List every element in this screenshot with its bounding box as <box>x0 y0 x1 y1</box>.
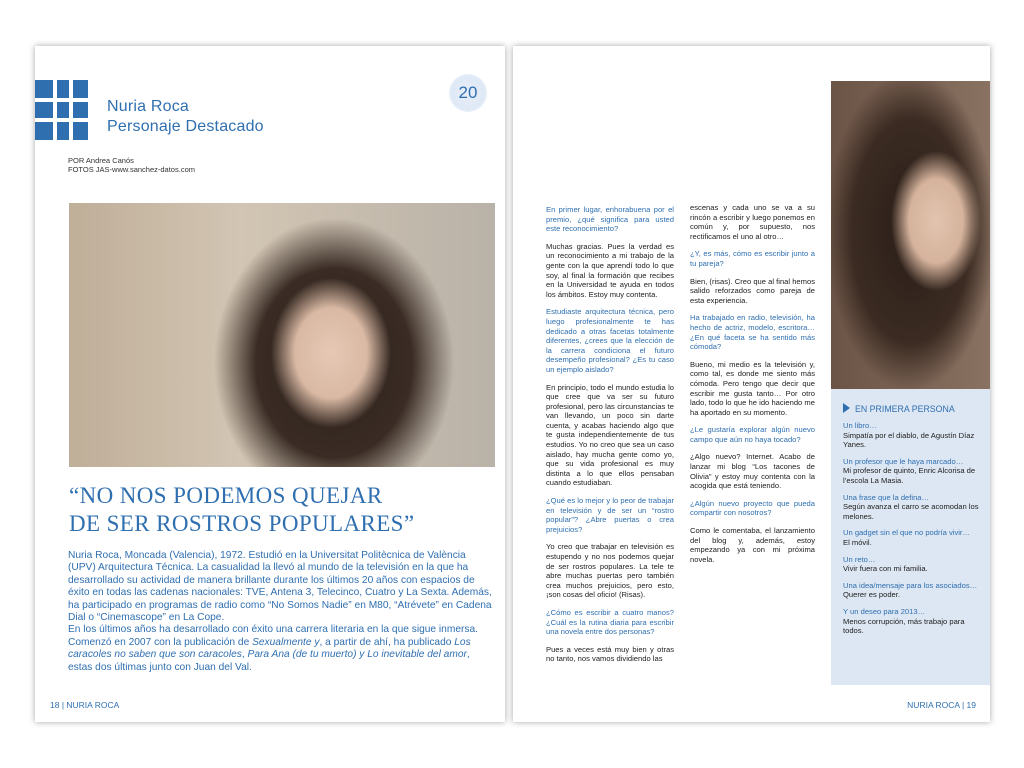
interview-answer: Muchas gracias. Pues la verdad es un reconocimiento a mi trabajo de la gente con la que aprendí todo lo que soy, al final la formación que recibes en la Universidad te ayuda en todos los ámbitos. Estoy muy contenta. <box>546 241 674 299</box>
sidebar-item-prompt: Una idea/mensaje para los asociados… <box>843 580 978 590</box>
right-page <box>513 46 990 722</box>
header-name: Nuria Roca <box>107 98 190 115</box>
sidebar-item-prompt: Un libro… <box>843 421 877 430</box>
interview-answer: Bueno, mi medio es la televisión y, como tal, es donde me siento más cómoda. Pero tengo que decir que escribir me gusta tanto… Por otro lado, todo lo que he ido haciendo me ha aportado en su momento. <box>690 359 815 417</box>
interview-answer: ¿Algo nuevo? Internet. Acabo de lanzar mi blog “Los tacones de Olivia” y estoy muy contenta con la acogida que está teniendo. <box>690 452 815 491</box>
sidebar-item-answer: El móvil. <box>843 537 872 547</box>
sidebar-item-answer: Mi profesor de quinto, Enric Alcorisa de l’escola La Masia. <box>843 466 976 485</box>
portrait-photo <box>69 203 495 467</box>
sidebar-item <box>843 555 981 574</box>
interview-question: En primer lugar, enhorabuena por el premio, ¿qué significa para usted este reconocimiento? <box>546 205 674 234</box>
pull-quote <box>69 482 489 538</box>
interview-answer: escenas y cada uno se va a su rincón a escribir y luego ponemos en común y, por supuesto, nos rectificamos el uno al otro… <box>690 203 815 241</box>
sidebar-item-prompt: Y un deseo para 2013… <box>843 606 926 616</box>
sidebar-item-prompt: Un profesor que le haya marcado… <box>843 456 964 466</box>
byline-author: POR Andrea Canós <box>68 156 134 165</box>
left-page <box>35 46 505 722</box>
byline-photos: FOTOS JAS-www.sanchez-datos.com <box>68 165 195 174</box>
sidebar-item-answer: Querer es poder. <box>843 590 900 600</box>
interview-answer: Yo creo que trabajar en televisión es estupendo y no nos podemos quejar de ser rostros populares. La tele te abre muchas puertas pero también crea muchos prejuicios, pero esto, ¡son cosas del oficio! (Risas). <box>546 542 674 600</box>
sidebar-title: EN PRIMERA PERSONA <box>843 403 955 414</box>
interview-answer: En principio, todo el mundo estudia lo que cree que va ser su futuro profesional, pero las circunstancias te van llevando, un poco sin darte cuenta, y acabas haciendo algo que te gusta independientemente de tus estudios. Yo no creo que sea un caso aislado, hay mucha gente como yo, que su vida profesional es muy distinta a lo que ellos pensaban cuando estudiaban. <box>546 382 674 488</box>
profile-photo <box>831 81 990 389</box>
triangle-icon <box>843 403 850 413</box>
interview-question: ¿Qué es lo mejor y lo peor de trabajar en televisión y de ser un “rostro popular”? ¿Abre puertas o crea prejuicios? <box>546 496 674 534</box>
sidebar-item <box>843 581 981 600</box>
intro-paragraph-1: Nuria Roca, Moncada (Valencia), 1972. Estudió en la Universitat Politècnica de València (UPV) Arquitectura Técnica. La casualidad la llevó al mundo de la televisión en la que ha desarrollado su actividad de manera brillante durante los últimos 20 años con espacios de éxito en todas las cadenas nacionales: TVE, Antena 3, Telecinco, Cuatro y La Sexta. Además, ha participado en programas de radio como “No Somos Nadie” en M80, “Atrévete” en Cadena Dial o “Cinemascope” en La Cope. <box>68 550 492 624</box>
sidebar-item-answer: Simpatía por el diablo, de Agustín Díaz Yanes. <box>843 430 975 450</box>
interview-question: Ha trabajado en radio, televisión, ha hecho de actriz, modelo, escritora… ¿En qué faceta se ha sentido más cómoda? <box>690 313 815 352</box>
interview-answer: Como le comentaba, el lanzamiento del blog y, además, estoy empezando ya con mi próxima novela. <box>690 526 815 564</box>
interview-question: ¿Algún nuevo proyecto que pueda compartir con nosotros? <box>690 498 815 518</box>
interview-question: Estudiaste arquitectura técnica, pero luego profesionalmente te has dedicado a otras facetas totalmente diferentes, ¿crees que la elección de la carrera condiciona el futuro desempeño profesional? ¿Es tu caso un ejemplo aislado? <box>546 307 674 374</box>
sidebar-item-answer: Según avanza el carro se acomodan los melones. <box>843 502 979 521</box>
page-footer-left: 18 | NURIA ROCA <box>50 700 120 710</box>
sidebar-item-answer: Menos corrupción, más trabajo para todos. <box>843 616 965 636</box>
sidebar-item-prompt: Un gadget sin el que no podría vivir… <box>843 528 971 538</box>
interview-answer: Pues a veces está muy bien y otras no tanto, nos vamos dividiendo las <box>546 644 674 664</box>
sidebar-box <box>831 389 990 685</box>
pull-quote-line1: “NO NOS PODEMOS QUEJAR <box>69 483 383 508</box>
interview-column-1 <box>546 205 674 672</box>
issue-number-badge: 20 <box>449 74 487 112</box>
sidebar-item <box>843 528 981 547</box>
interview-question: ¿Cómo es escribir a cuatro manos? ¿Cuál es la rutina diaria para escribir una novela entre dos personas? <box>546 607 674 637</box>
header-section: Personaje Destacado <box>107 118 264 135</box>
interview-question: ¿Le gustaría explorar algún nuevo campo que aún no haya tocado? <box>690 425 815 444</box>
sidebar-item <box>843 457 981 486</box>
interview-column-2 <box>690 203 815 572</box>
sidebar-list <box>843 421 981 643</box>
interview-answer: Bien, (risas). Creo que al final hemos salido reforzados como pareja de esta experiencia. <box>690 276 815 305</box>
interview-question: ¿Y, es más, cómo es escribir junto a tu pareja? <box>690 249 815 268</box>
sidebar-item <box>843 493 981 522</box>
sidebar-item-answer: Vivir fuera con mi familia. <box>843 564 928 574</box>
sidebar-item <box>843 607 981 636</box>
hash-logo-icon <box>35 80 88 140</box>
page-footer-right: NURIA ROCA | 19 <box>907 700 976 710</box>
intro-paragraph-2: En los últimos años ha desarrollado con éxito una carrera literaria en la que sigue inmersa. Comenzó en 2007 con la publicación de Sexualmente y, a partir de ahí, ha publicado Los caracoles no saben que son caracoles, Para Ana (de tu muerto) y Lo inevitable del amor, estas dos últimas junto con Juan del Val. <box>68 624 478 673</box>
intro-text <box>68 550 492 674</box>
pull-quote-line2: DE SER ROSTROS POPULARES” <box>69 511 415 536</box>
sidebar-item-prompt: Una frase que la defina… <box>843 492 930 502</box>
sidebar-item <box>843 421 981 450</box>
sidebar-item-prompt: Un reto… <box>843 554 876 564</box>
